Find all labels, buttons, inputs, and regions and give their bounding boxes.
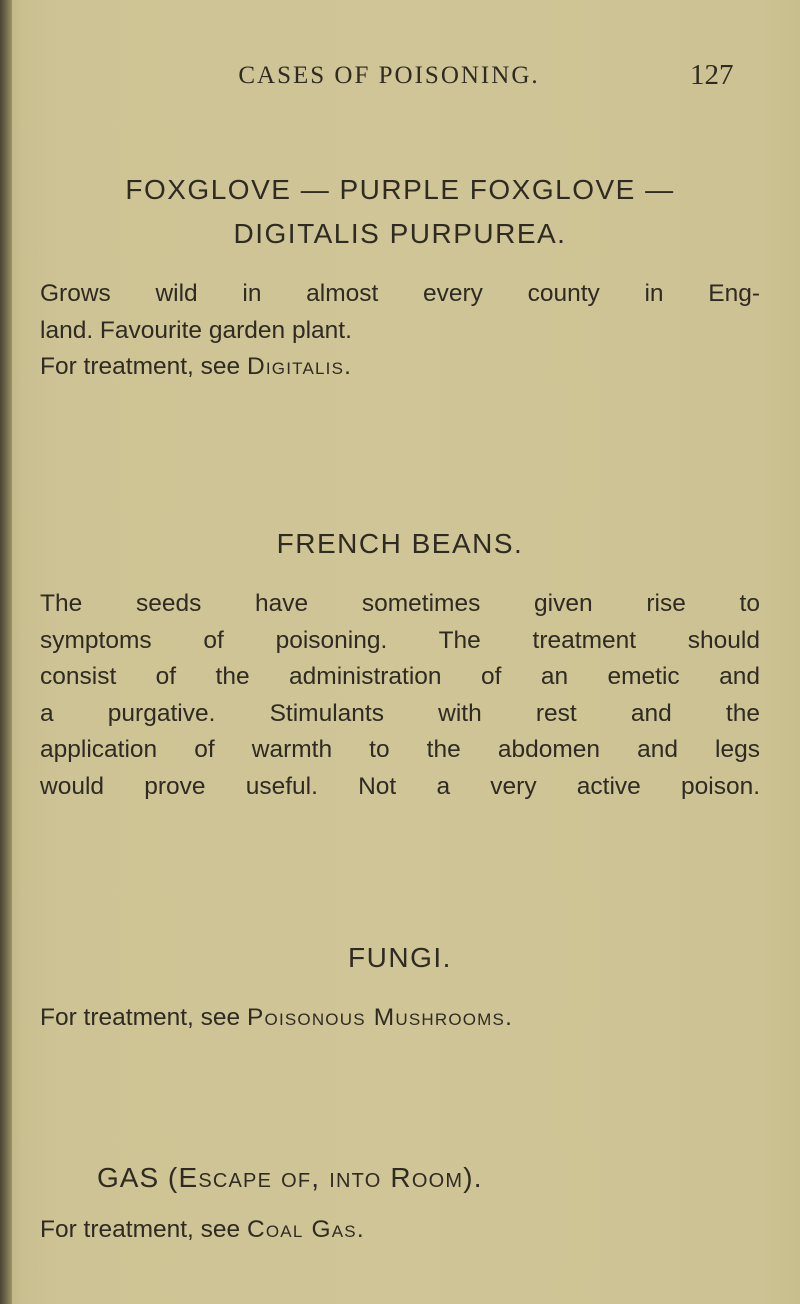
entry-gas: [40, 1156, 760, 1249]
body-line: land. Favourite garden plant.: [40, 316, 352, 344]
ref-prefix: For treatment, see: [40, 1004, 247, 1031]
body-line: application of warmth to the abdomen and legs: [40, 736, 760, 763]
running-title: CASES OF POISONING.: [238, 62, 540, 89]
heading-parenthetical: (Escape of, into Room): [167, 1162, 474, 1193]
ref-prefix: For treatment, see: [40, 353, 247, 380]
ref-suffix: .: [505, 1004, 512, 1031]
heading-main: GAS: [97, 1162, 160, 1193]
ref-prefix: For treatment, see: [40, 1216, 247, 1243]
entry-heading: FRENCH BEANS.: [276, 528, 524, 559]
entry-heading: [40, 1156, 760, 1200]
ref-target: Digitalis: [246, 353, 345, 380]
body-line: symptoms of poisoning. The treatment should: [40, 626, 760, 654]
heading-line: DIGITALIS PURPUREA.: [233, 218, 567, 249]
entry-foxglove: [40, 168, 760, 386]
body-line: would prove useful. Not a very active poison.: [40, 772, 760, 800]
entry-french-beans: [40, 522, 760, 805]
cross-reference: [40, 349, 760, 386]
entry-heading: [40, 168, 760, 256]
body-line: consist of the administration of an emetic and: [40, 663, 760, 690]
body-line: Grows wild in almost every county in Eng-: [40, 280, 760, 307]
heading-end: .: [473, 1162, 483, 1193]
ref-target: Coal Gas: [246, 1216, 357, 1243]
page-header: [0, 59, 800, 102]
cross-reference: [40, 1212, 760, 1249]
entry-heading: FUNGI.: [348, 942, 452, 973]
heading-line: FOXGLOVE — PURPLE FOXGLOVE —: [125, 174, 675, 205]
ref-suffix: .: [356, 1216, 364, 1243]
page-number: 127: [690, 59, 734, 91]
body-line: a purgative. Stimulants with rest and the: [40, 699, 760, 727]
ref-suffix: .: [344, 353, 351, 380]
cross-reference: [40, 1000, 760, 1037]
ref-target: Poisonous Mushrooms: [246, 1004, 506, 1031]
entry-fungi: [40, 936, 760, 1037]
body-line: The seeds have sometimes given rise to: [40, 590, 760, 617]
book-spine-shadow: [0, 0, 12, 1304]
